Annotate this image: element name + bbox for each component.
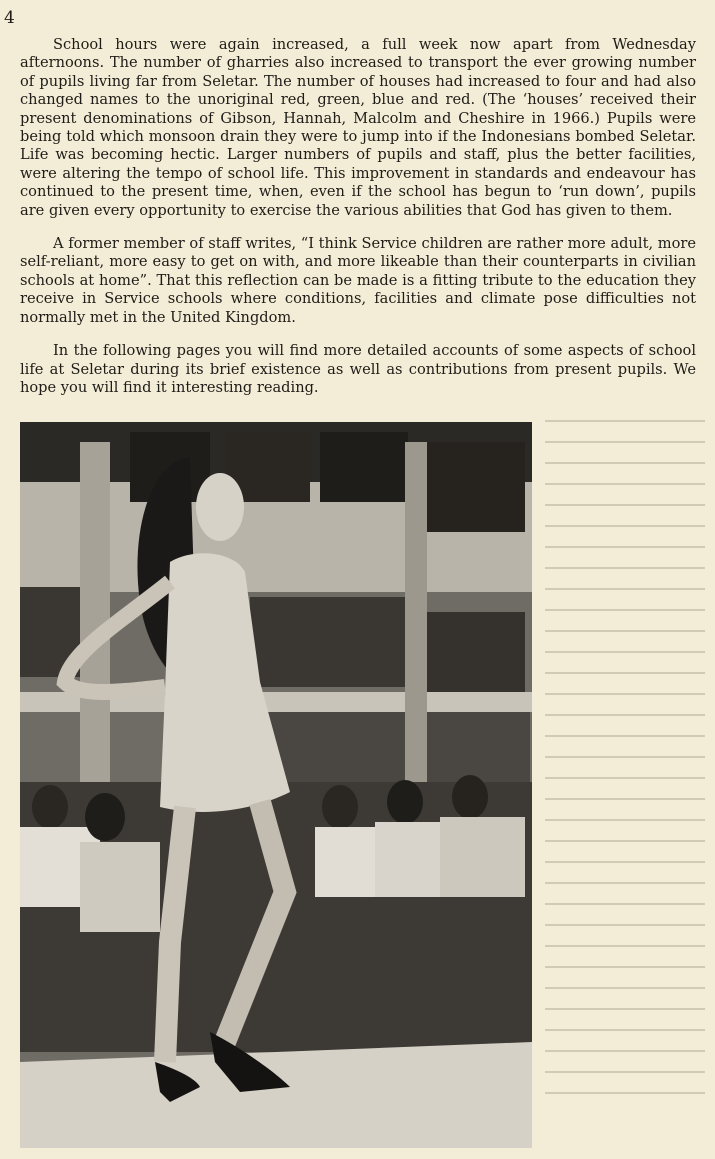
bleed-line [545, 987, 705, 989]
bleed-line [545, 609, 705, 611]
photograph-fashion-show [20, 422, 532, 1148]
bleed-line [545, 903, 705, 905]
bleed-line [545, 1008, 705, 1010]
photo-audience-shirt [315, 827, 385, 897]
bleed-line [545, 777, 705, 779]
bleed-line [545, 672, 705, 674]
photo-window [320, 432, 408, 502]
bleed-line [545, 756, 705, 758]
paragraph-following-pages: In the following pages you will find more detailed accounts of some aspects of school life at Seletar during its brief existence as well as contributions from present pupils. We hope you will find it interesting reading. [20, 342, 696, 396]
bleed-line [545, 1029, 705, 1031]
photo-pillar [80, 442, 110, 782]
bleed-line [545, 1092, 705, 1094]
bleed-line [545, 1050, 705, 1052]
bleed-line [545, 462, 705, 464]
photo-audience-shirt [80, 842, 160, 932]
photo-audience-shirt [440, 817, 525, 897]
bleed-line [545, 546, 705, 548]
bleed-line [545, 966, 705, 968]
article-body [20, 36, 696, 412]
photo-window [420, 442, 525, 532]
bleed-through-text [545, 420, 705, 1120]
bleed-line [545, 714, 705, 716]
photo-audience-head [32, 785, 68, 829]
bleed-line [545, 693, 705, 695]
bleed-line [545, 924, 705, 926]
bleed-line [545, 882, 705, 884]
bleed-line [545, 861, 705, 863]
bleed-line [545, 1071, 705, 1073]
bleed-line [545, 840, 705, 842]
paragraph-staff-quote: A former member of staff writes, “I think Service children are rather more adult, more self-reliant, more easy to get on with, and more likeable than their counterparts in civilian schools at home”. That this reflection can be made is a fitting tribute to the education they receive in Service schools where conditions, facilities and climate pose difficulties not normally met in the United Kingdom. [20, 235, 696, 326]
bleed-line [545, 630, 705, 632]
photo-lower-window [250, 712, 530, 782]
paragraph-school-hours: School hours were again increased, a full week now apart from Wednesday afternoons. The number of gharries also increased to transport the ever growing number of pupils living far from Seletar. The number of houses had increased to four and had also changed names to the unoriginal red, green, blue and red. (The ‘houses’ received their present denominations of Gibson, Hannah, Malcolm and Cheshire in 1966.) Pupils were being told which monsoon drain they were to jump into if the Indonesians bombed Seletar. Life was becoming hectic. Larger numbers of pupils and staff, plus the better facilities, were altering the tempo of school life. This improvement in standards and endeavour has continued to the present time, when, even if the school has begun to ‘run down’, pupils are given every opportunity to exercise the various abilities that God has given to them. [20, 36, 696, 219]
bleed-line [545, 420, 705, 422]
photo-model-face [196, 473, 244, 541]
bleed-line [545, 504, 705, 506]
bleed-line [545, 819, 705, 821]
photo-audience-head [452, 775, 488, 819]
photo-audience-head [322, 785, 358, 829]
bleed-line [545, 483, 705, 485]
photo-audience-head [387, 780, 423, 824]
bleed-line [545, 945, 705, 947]
photo-window [250, 597, 410, 687]
photo-illustration [20, 422, 532, 1148]
photo-audience-head [85, 793, 125, 841]
bleed-line [545, 651, 705, 653]
page-number: 4 [4, 8, 15, 28]
bleed-line [545, 798, 705, 800]
photo-window [420, 612, 525, 692]
bleed-line [545, 567, 705, 569]
bleed-line [545, 735, 705, 737]
bleed-line [545, 588, 705, 590]
bleed-line [545, 441, 705, 443]
bleed-line [545, 525, 705, 527]
photo-audience-shirt [375, 822, 450, 897]
photo-pillar [405, 442, 427, 802]
